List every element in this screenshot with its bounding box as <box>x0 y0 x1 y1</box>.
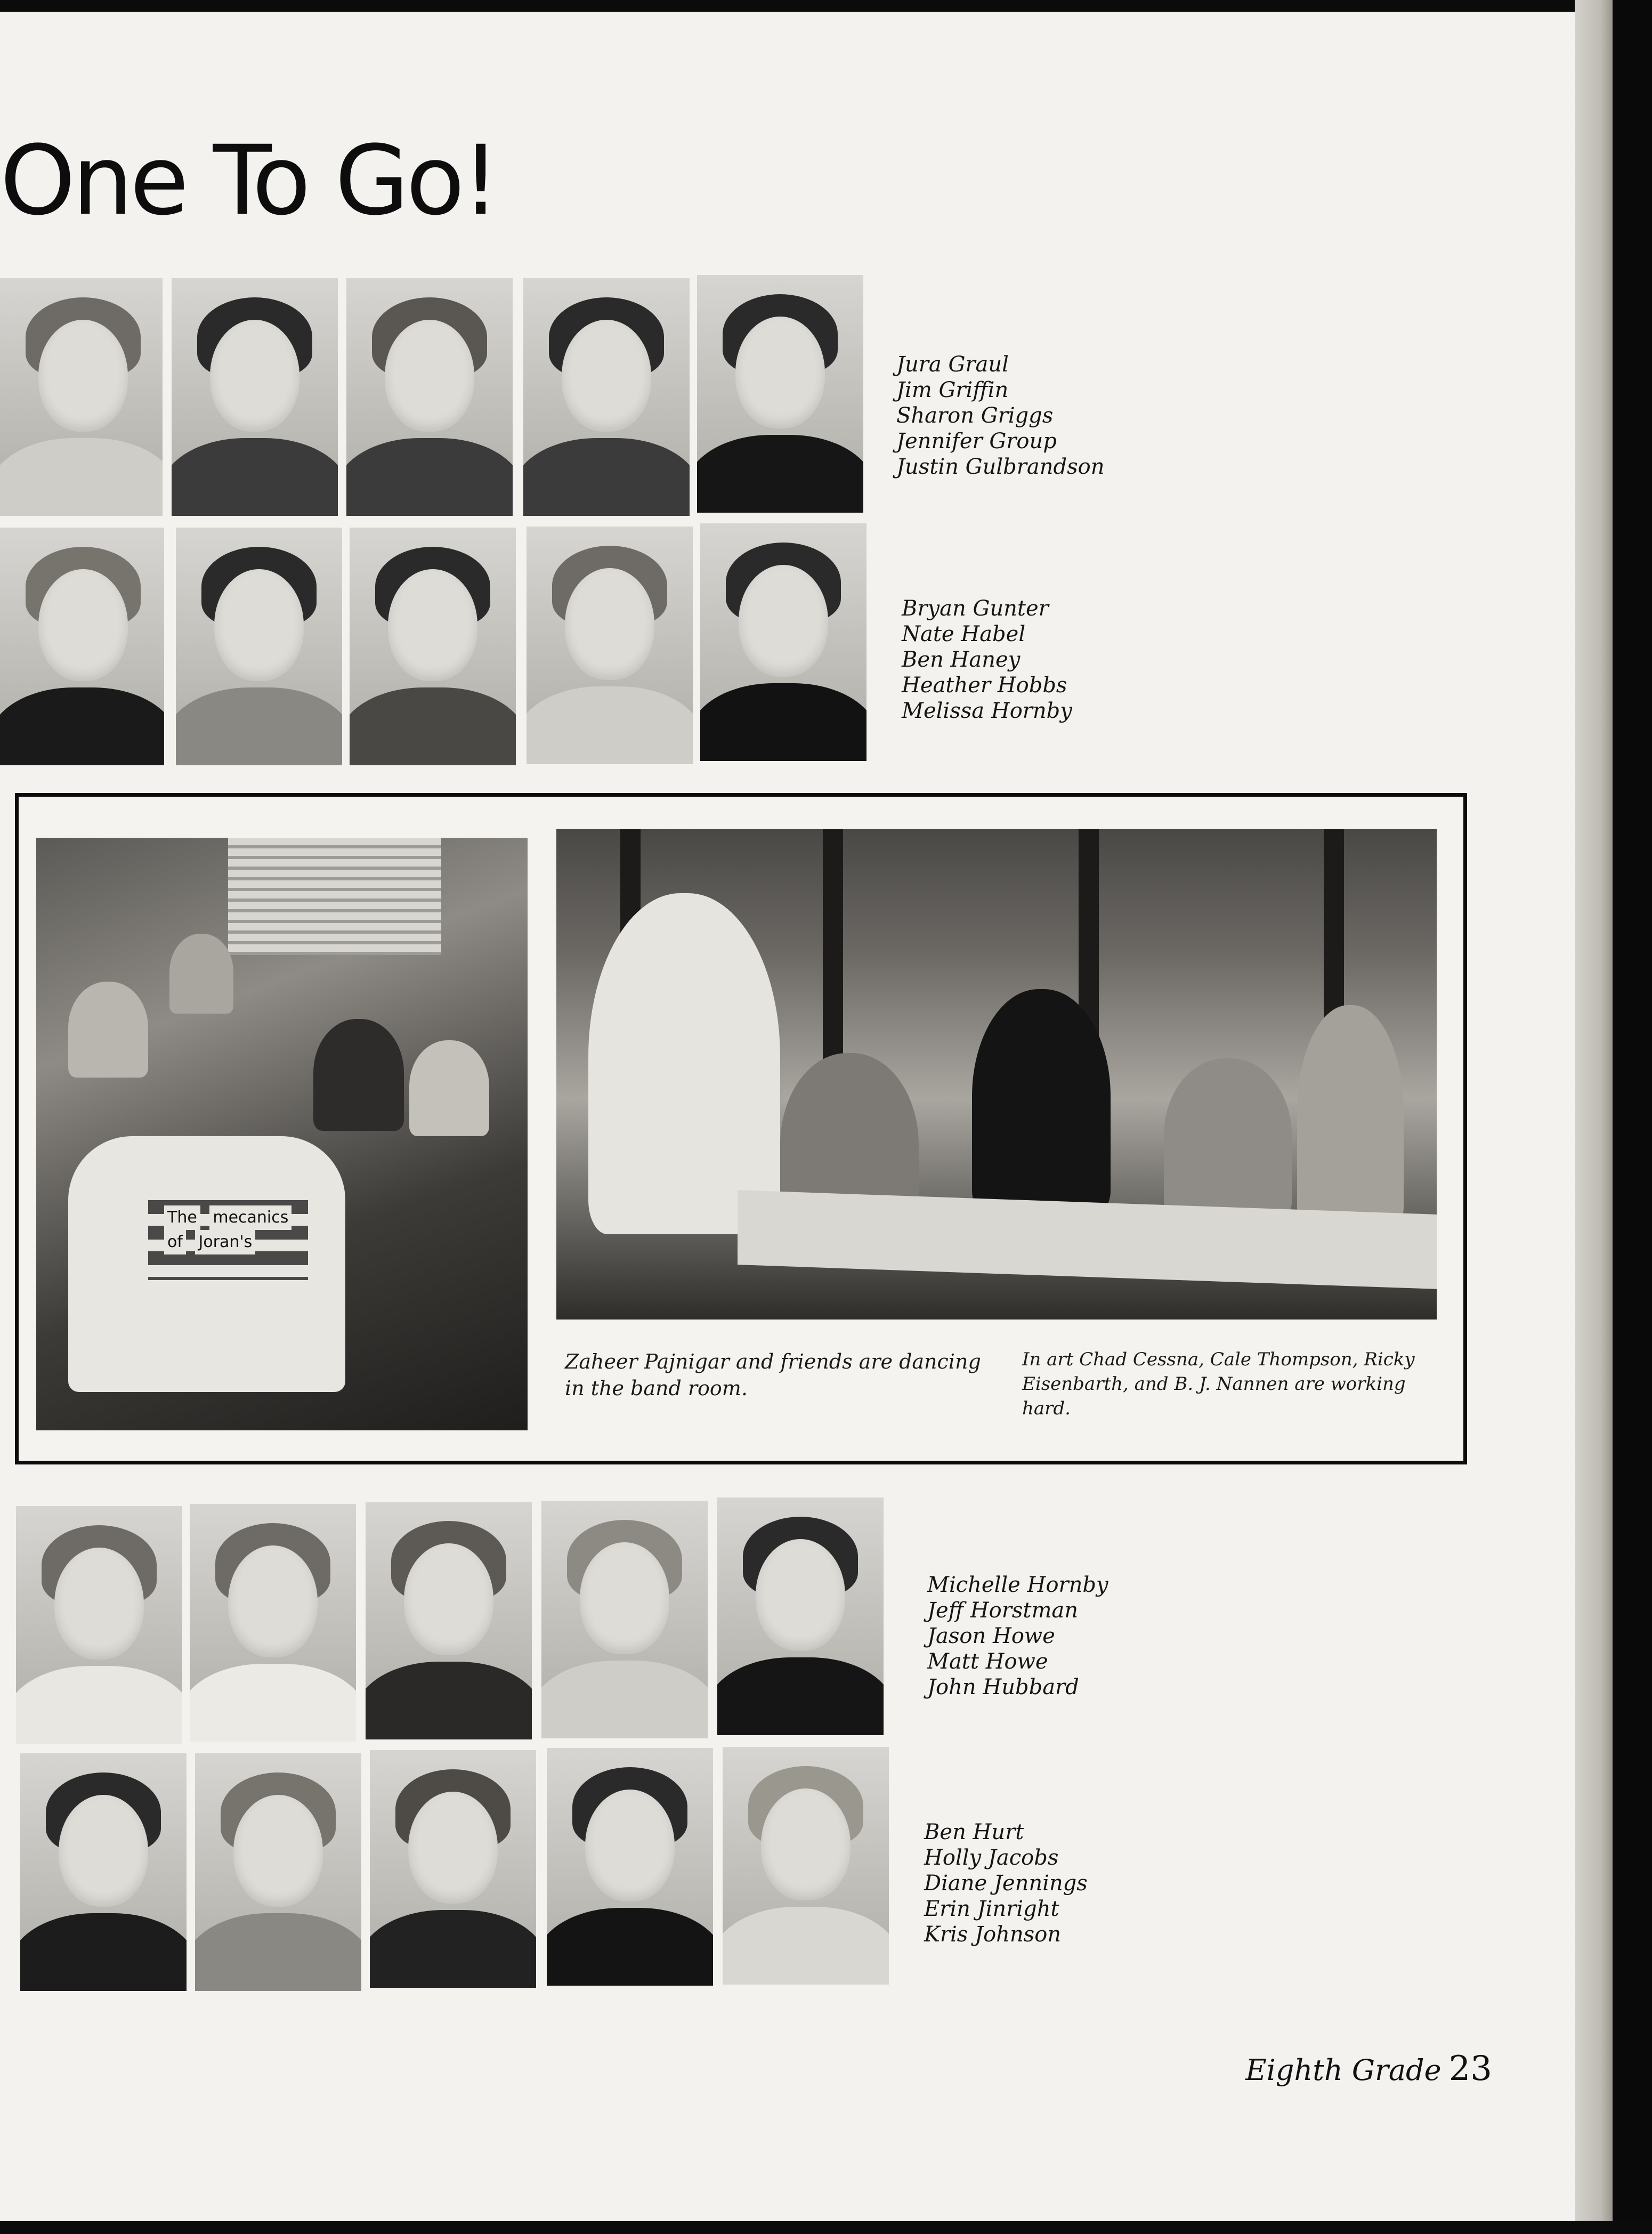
student-name: Nate Habel <box>902 622 1026 646</box>
student-name: Diane Jennings <box>924 1871 1088 1896</box>
scan-bottom-edge <box>0 2221 1652 2234</box>
student-portrait <box>370 1750 536 1988</box>
t-shirt-text: The mecanics of Joran's <box>164 1205 291 1254</box>
page-number: 23 <box>1448 2049 1492 2089</box>
window-blinds <box>228 838 441 955</box>
student-portrait <box>527 527 693 764</box>
student-portrait <box>697 275 863 513</box>
section-label: Eighth Grade <box>1245 2053 1442 2087</box>
student-portrait <box>547 1748 713 1986</box>
student-name: Sharon Griggs <box>896 403 1054 428</box>
student-name: Justin Gulbrandson <box>896 455 1105 479</box>
student-portrait <box>541 1501 708 1738</box>
student-name: Jason Howe <box>927 1624 1055 1648</box>
student-name: Melissa Hornby <box>902 699 1072 723</box>
student-name: Holly Jacobs <box>924 1846 1059 1870</box>
name-list-row-2 <box>902 596 1072 724</box>
student-name: Ben Hurt <box>924 1820 1024 1844</box>
student-name: Heather Hobbs <box>902 673 1067 698</box>
student-portrait <box>523 278 690 516</box>
student-name: Jennifer Group <box>896 429 1057 454</box>
scan-right-edge <box>1613 0 1652 2234</box>
student-portrait <box>176 528 342 765</box>
student-portrait <box>366 1502 532 1739</box>
adjacent-page-edge <box>1575 0 1613 2234</box>
page-title: One To Go! <box>0 125 497 237</box>
student-portrait <box>190 1504 356 1742</box>
page-footer <box>1245 2049 1492 2089</box>
student-name: Bryan Gunter <box>902 596 1049 621</box>
student-portrait <box>350 528 516 765</box>
art-class-photo <box>556 829 1437 1320</box>
student-name: Matt Howe <box>927 1649 1048 1674</box>
student-name: Erin Jinright <box>924 1897 1059 1921</box>
student-name: Jura Graul <box>896 352 1009 377</box>
student-portrait <box>195 1753 361 1991</box>
student-name: Jim Griffin <box>896 378 1009 402</box>
band-room-photo <box>36 838 528 1430</box>
name-list-row-3 <box>927 1572 1108 1700</box>
student-name: Ben Haney <box>902 647 1021 672</box>
student-portrait <box>346 278 513 516</box>
student-portrait <box>0 278 163 516</box>
student-name: Kris Johnson <box>924 1922 1062 1947</box>
art-class-caption: In art Chad Cessna, Cale Thompson, Ricky Eisenbarth, and B. J. Nannen are working hard. <box>1022 1349 1415 1419</box>
student-portrait <box>16 1506 182 1744</box>
student-portrait <box>723 1747 889 1985</box>
student-name: Michelle Hornby <box>927 1573 1108 1597</box>
student-portrait <box>20 1753 187 1991</box>
scan-top-edge <box>0 0 1652 12</box>
name-list-row-4 <box>924 1819 1088 1947</box>
student-name: Jeff Horstman <box>927 1598 1078 1623</box>
name-list-row-1 <box>896 352 1105 480</box>
student-name: John Hubbard <box>927 1675 1079 1699</box>
student-portrait <box>717 1498 884 1735</box>
student-portrait <box>172 278 338 516</box>
band-room-caption: Zaheer Pajnigar and friends are dancing in the band room. <box>565 1350 981 1400</box>
student-portrait <box>700 523 867 761</box>
student-portrait <box>0 528 164 765</box>
